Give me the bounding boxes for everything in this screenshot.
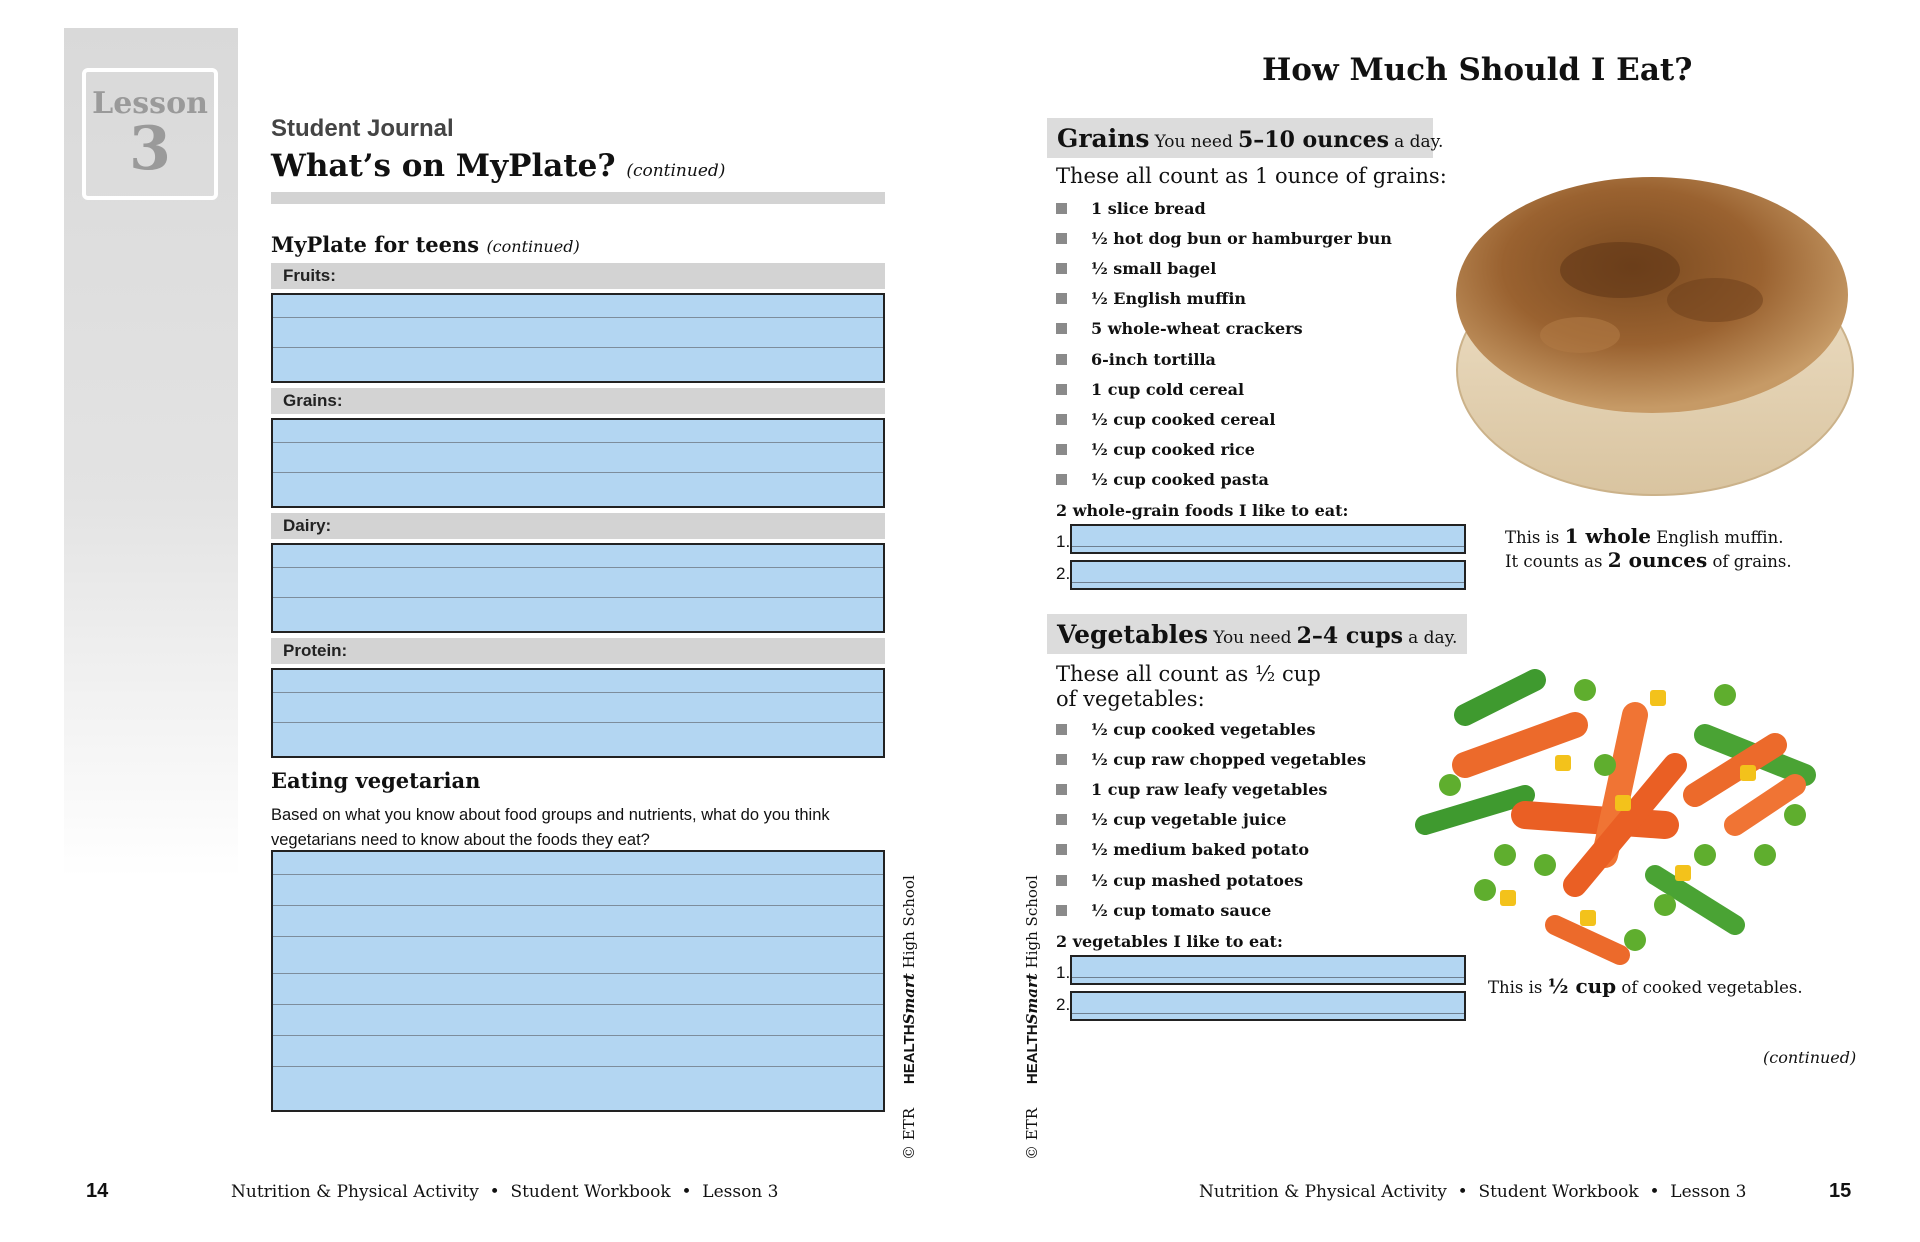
vegetables-like-num-1: 1. [1056, 963, 1071, 982]
myplate-heading-text: MyPlate for teens [271, 232, 480, 257]
square-bullet-icon [1056, 474, 1067, 485]
grains-like-num-1: 1. [1056, 532, 1071, 551]
grains-count-heading: These all count as 1 ounce of grains: [1056, 164, 1447, 188]
grains-band [1047, 118, 1444, 158]
square-bullet-icon [1056, 724, 1067, 735]
grains-like-label: 2 whole-grain foods I like to eat: [1056, 501, 1349, 520]
spine-brand-health: HEALTH [1024, 1024, 1041, 1085]
protein-answer-box[interactable] [271, 668, 885, 758]
spine-brand-smart: Smart [1023, 973, 1041, 1025]
grains-like-num-2: 2. [1056, 564, 1071, 583]
vegetables-item-list [1056, 714, 1366, 925]
lesson-word: Lesson [92, 86, 208, 121]
right-page-title: How Much Should I Eat? [1262, 52, 1693, 88]
vegetables-item [1056, 865, 1366, 895]
vegetables-need-suffix: a day. [1408, 628, 1458, 648]
grains-item-text: ½ English muffin [1091, 289, 1247, 309]
grains-item [1056, 465, 1392, 495]
vegetarian-heading: Eating vegetarian [271, 768, 481, 793]
english-muffin-image [1440, 150, 1860, 510]
grains-item [1056, 314, 1392, 344]
muffin-caption-1b: 1 whole [1564, 524, 1651, 548]
muffin-caption-line2 [1505, 548, 1792, 572]
grains-item [1056, 344, 1392, 374]
vegetables-item [1056, 805, 1366, 835]
square-bullet-icon [1056, 384, 1067, 395]
myplate-heading-note: (continued) [486, 237, 580, 256]
vegetables-count-heading [1056, 662, 1321, 712]
vegetables-item-text: 1 cup raw leafy vegetables [1091, 779, 1328, 799]
vegetables-item [1056, 714, 1366, 744]
grains-item-text: 5 whole-wheat crackers [1091, 319, 1303, 339]
muffin-caption-1a: This is [1505, 528, 1560, 547]
vegetables-item [1056, 895, 1366, 925]
grains-item-text: ½ cup cooked pasta [1091, 470, 1269, 490]
spine-brand-level: High School [900, 875, 918, 969]
square-bullet-icon [1056, 444, 1067, 455]
square-bullet-icon [1056, 354, 1067, 365]
fruits-answer-box[interactable] [271, 293, 885, 383]
journal-kicker: Student Journal [271, 115, 454, 142]
grains-like-input-1[interactable] [1070, 524, 1466, 554]
square-bullet-icon [1056, 784, 1067, 795]
muffin-caption-2a: It counts as [1505, 552, 1603, 571]
spine-brand-smart: Smart [900, 973, 918, 1025]
square-bullet-icon [1056, 233, 1067, 244]
myplate-heading [271, 232, 580, 257]
grains-item [1056, 223, 1392, 253]
vegetables-caption [1488, 974, 1803, 998]
muffin-caption-line1 [1505, 524, 1783, 548]
vegetables-need-prefix: You need [1213, 628, 1292, 648]
vegetables-like-input-2[interactable] [1070, 991, 1466, 1021]
grains-item [1056, 404, 1392, 434]
grains-item-list [1056, 193, 1392, 495]
vegetables-item [1056, 744, 1366, 774]
dairy-label: Dairy: [271, 513, 885, 539]
grains-item-text: ½ cup cooked rice [1091, 440, 1255, 460]
square-bullet-icon [1056, 203, 1067, 214]
vegetables-item-text: ½ cup raw chopped vegetables [1091, 749, 1366, 769]
square-bullet-icon [1056, 293, 1067, 304]
vegetables-caption-a: This is [1488, 978, 1543, 997]
grains-item-text: 1 cup cold cereal [1091, 379, 1245, 399]
vegetables-item-text: ½ cup mashed potatoes [1091, 870, 1304, 890]
square-bullet-icon [1056, 414, 1067, 425]
spine-copyright: © ETR [1023, 1107, 1041, 1160]
vegetables-caption-b: ½ cup [1547, 974, 1617, 998]
grains-item-text: ½ hot dog bun or hamburger bun [1091, 228, 1392, 248]
vegetables-item-text: ½ medium baked potato [1091, 840, 1310, 860]
grains-like-input-2[interactable] [1070, 560, 1466, 590]
grains-item [1056, 284, 1392, 314]
vegetables-like-num-2: 2. [1056, 995, 1071, 1014]
page-number-right: 15 [1829, 1180, 1852, 1202]
vegetables-item-text: ½ cup cooked vegetables [1091, 719, 1316, 739]
lesson-number: 3 [129, 114, 171, 184]
grains-name: Grains [1057, 124, 1150, 153]
square-bullet-icon [1056, 905, 1067, 916]
fruits-label: Fruits: [271, 263, 885, 289]
title-rule [271, 192, 885, 204]
grains-need-prefix: You need [1154, 132, 1233, 152]
vegetables-like-label: 2 vegetables I like to eat: [1056, 932, 1283, 951]
spine-credit-right [1023, 875, 1041, 1160]
protein-label: Protein: [271, 638, 885, 664]
grains-amount: 5–10 ounces [1237, 127, 1389, 153]
page-title [271, 148, 725, 184]
vegetables-count-heading-1: These all count as ½ cup [1056, 662, 1321, 686]
vegetables-caption-c: of cooked vegetables. [1621, 978, 1803, 997]
grains-label: Grains: [271, 388, 885, 414]
grains-item-text: 6-inch tortilla [1091, 349, 1216, 369]
spine-brand-health: HEALTH [901, 1024, 918, 1085]
square-bullet-icon [1056, 814, 1067, 825]
vegetables-count-heading-2: of vegetables: [1056, 687, 1205, 711]
muffin-caption-2b: 2 ounces [1607, 548, 1708, 572]
grains-item-text: ½ cup cooked cereal [1091, 409, 1276, 429]
grains-item [1056, 193, 1392, 223]
grains-item-text: ½ small bagel [1091, 258, 1217, 278]
footer-left: Nutrition & Physical Activity • Student Workbook • Lesson 3 [231, 1182, 779, 1202]
grains-answer-box[interactable] [271, 418, 885, 508]
vegetables-band [1047, 614, 1467, 654]
vegetables-item-text: ½ cup tomato sauce [1091, 900, 1272, 920]
grains-item [1056, 253, 1392, 283]
spine-copyright: © ETR [900, 1107, 918, 1160]
muffin-caption-1c: English muffin. [1656, 528, 1784, 547]
vegetarian-prompt: Based on what you know about food groups and nutrients, what do you think vegetarians need to know about the foods they eat? [271, 806, 830, 849]
grains-need-suffix: a day. [1394, 132, 1444, 152]
grains-item [1056, 374, 1392, 404]
vegetables-amount: 2–4 cups [1296, 623, 1404, 649]
muffin-caption-2c: of grains. [1712, 552, 1792, 571]
page-number-left: 14 [86, 1180, 109, 1202]
spine-credit-left [900, 875, 918, 1160]
square-bullet-icon [1056, 875, 1067, 886]
page-title-note: (continued) [626, 161, 726, 181]
grains-item [1056, 435, 1392, 465]
dairy-answer-box[interactable] [271, 543, 885, 633]
square-bullet-icon [1056, 263, 1067, 274]
mixed-vegetables-image [1405, 655, 1830, 965]
square-bullet-icon [1056, 844, 1067, 855]
vegetables-name: Vegetables [1057, 620, 1209, 649]
vegetables-item-text: ½ cup vegetable juice [1091, 810, 1287, 830]
continued-note: (continued) [1763, 1048, 1857, 1067]
lesson-badge [82, 68, 218, 200]
vegetables-item [1056, 835, 1366, 865]
square-bullet-icon [1056, 323, 1067, 334]
page-title-text: What’s on MyPlate? [271, 148, 616, 184]
vegetarian-answer-box[interactable] [271, 850, 885, 1112]
square-bullet-icon [1056, 754, 1067, 765]
vegetables-item [1056, 774, 1366, 804]
spine-brand-level: High School [1023, 875, 1041, 969]
footer-right: Nutrition & Physical Activity • Student Workbook • Lesson 3 [1199, 1182, 1747, 1202]
grains-item-text: 1 slice bread [1091, 198, 1206, 218]
